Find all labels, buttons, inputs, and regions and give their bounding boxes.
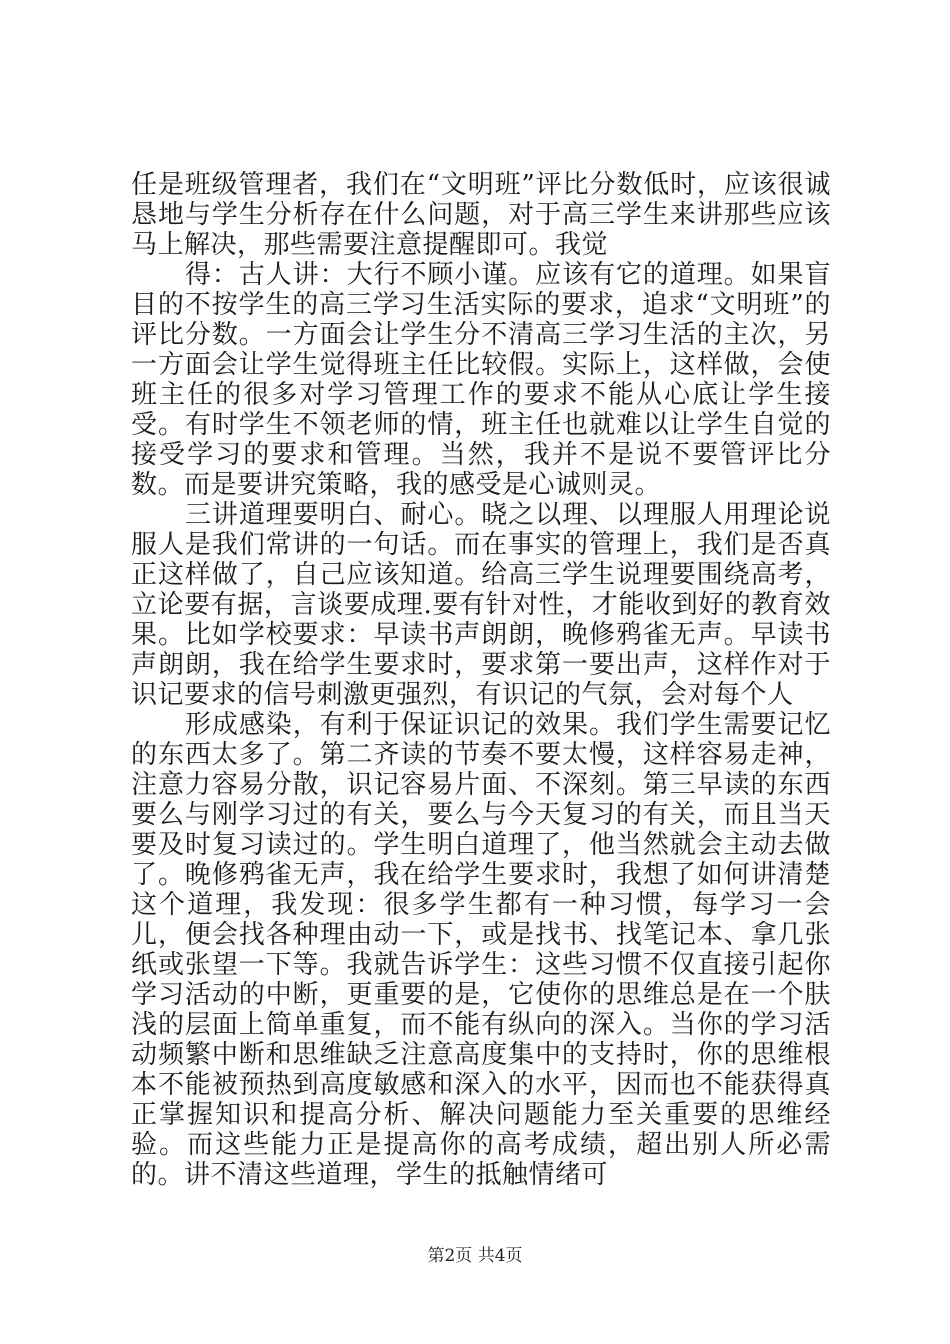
body-text — [131, 170, 831, 1190]
paragraph-3: 三讲道理要明白、耐心。晓之以理、以理服人用理论说服人是我们常讲的一句话。而在事实的管理上，我们是否真正这样做了，自己应该知道。给高三学生说理要围绕高考，立论要有据，言谈要成理.要有针对性，才能收到好的教育效果。比如学校要求：早读书声朗朗，晚修鸦雀无声。早读书声朗朗，我在给学生要求时，要求第一要出声，这样作对于识记要求的信号刺激更强烈，有识记的气氛，会对每个人 — [131, 500, 831, 710]
paragraph-4: 形成感染，有利于保证识记的效果。我们学生需要记忆的东西太多了。第二齐读的节奏不要太慢，这样容易走神，注意力容易分散，识记容易片面、不深刻。第三早读的东西要么与刚学习过的有关，要么与今天复习的有关，而且当天要及时复习读过的。学生明白道理了，他当然就会主动去做了。晚修鸦雀无声，我在给学生要求时，我想了如何讲清楚这个道理，我发现：很多学生都有一种习惯，每学习一会儿，便会找各种理由动一下，或是找书、找笔记本、拿几张纸或张望一下等。我就告诉学生：这些习惯不仅直接引起你学习活动的中断，更重要的是，它使你的思维总是在一个肤浅的层面上简单重复，而不能有纵向的深入。当你的学习活动频繁中断和思维缺乏注意高度集中的支持时，你的思维根本不能被预热到高度敏感和深入的水平，因而也不能获得真正掌握知识和提高分析、解决问题能力至关重要的思维经验。而这些能力正是提高你的高考成绩，超出别人所必需的。讲不清这些道理，学生的抵触情绪可 — [131, 710, 831, 1190]
paragraph-1: 任是班级管理者，我们在“文明班”评比分数低时，应该很诚恳地与学生分析存在什么问题，对于高三学生来讲那些应该马上解决，那些需要注意提醒即可。我觉 — [131, 170, 831, 260]
paragraph-2: 得：古人讲：大行不顾小谨。应该有它的道理。如果盲目的不按学生的高三学习生活实际的要求，追求“文明班”的评比分数。一方面会让学生分不清高三学习生活的主次，另一方面会让学生觉得班主任比较假。实际上，这样做，会使班主任的很多对学习管理工作的要求不能从心底让学生接受。有时学生不领老师的情，班主任也就难以让学生自觉的接受学习的要求和管理。当然，我并不是说不要管评比分数。而是要讲究策略，我的感受是心诚则灵。 — [131, 260, 831, 500]
page-footer: 第2页 共4页 — [427, 1246, 523, 1266]
